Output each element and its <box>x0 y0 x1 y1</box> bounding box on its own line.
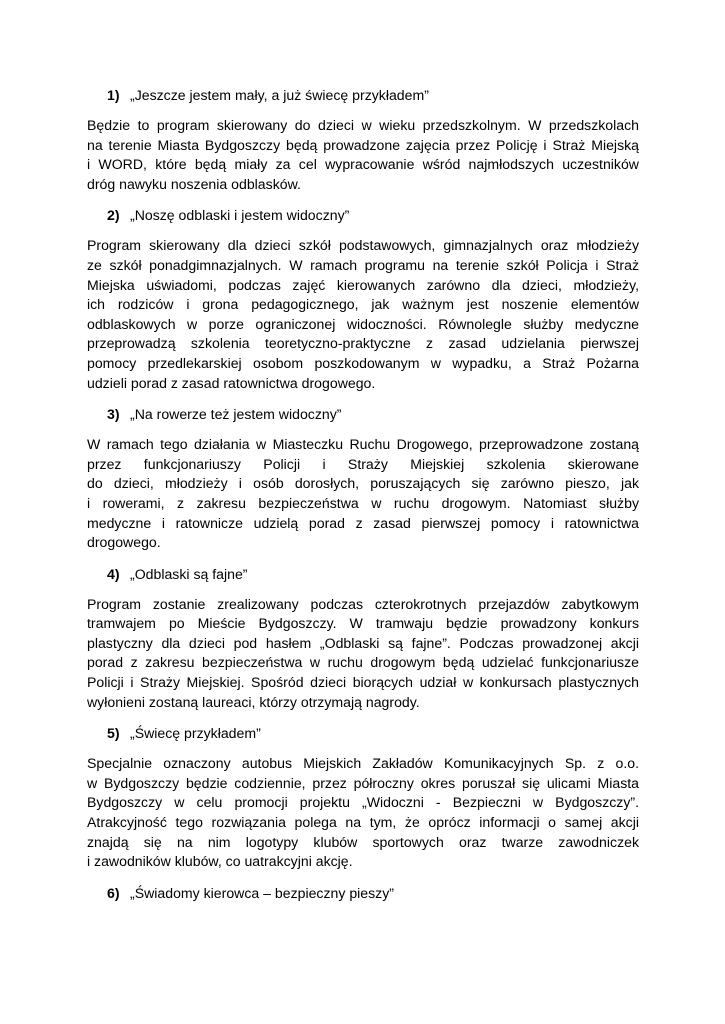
section-paragraph <box>87 236 639 393</box>
paragraph-line: do dzieci, młodzieży i osób dorosłych, poruszających się zarówno pieszo, jak <box>87 475 639 492</box>
paragraph-line: tramwajem po Mieście Bydgoszczy. W tramwaju będzie prowadzony konkurs <box>87 615 639 632</box>
paragraph-line: dróg nawyku noszenia odblasków. <box>87 175 301 192</box>
section-title: „Jeszcze jestem mały, a już świecę przykładem” <box>130 87 429 103</box>
section-heading <box>107 722 639 744</box>
section-paragraph <box>87 595 639 713</box>
paragraph-line: Policji i Straży Miejskiej. Spośród dzieci biorących udział w konkursach plastycznych <box>87 674 639 691</box>
section-title: „Na rowerze też jestem widoczny” <box>130 406 342 423</box>
paragraph-line: udzieli porad z zasad ratownictwa drogowego. <box>87 374 376 391</box>
section-paragraph <box>87 435 639 553</box>
paragraph-line: ich rodziców i grona pedagogicznego, jak ważnym jest noszenie elementów <box>87 296 639 313</box>
paragraph-line: Będzie to program skierowany do dzieci w wieku przedszkolnym. W przedszkolach <box>87 117 639 133</box>
paragraph-line: w Bydgoszczy będzie codziennie, przez półroczny okres poruszał się ulicami Miasta <box>87 774 639 791</box>
paragraph-line: Atrakcyjność tego rozwiązania polega na tym, że oprócz informacji o samej akcji <box>87 814 639 831</box>
paragraph-line: odblaskowych w porze ograniczonej widoczności. Równolegle służby medyczne <box>87 315 639 332</box>
section-paragraph <box>87 754 639 872</box>
section-heading <box>107 84 639 106</box>
paragraph-line: Bydgoszczy w celu promocji projektu „Widoczni - Bezpieczni w Bydgoszczy”. <box>87 794 639 811</box>
section-number: 2) <box>107 207 120 224</box>
paragraph-line: Specjalnie oznaczony autobus Miejskich Zakładów Komunikacyjnych Sp. z o.o. <box>87 755 639 772</box>
section-number: 6) <box>107 884 120 901</box>
section-number: 3) <box>107 406 120 423</box>
section-heading <box>107 563 639 585</box>
section-number: 4) <box>107 565 120 582</box>
section-paragraph <box>87 116 639 194</box>
paragraph-line: Program zostanie zrealizowany podczas czterokrotnych przejazdów zabytkowym <box>87 595 639 612</box>
section-number: 1) <box>107 87 120 103</box>
section-title: „Noszę odblaski i jestem widoczny” <box>130 207 350 224</box>
paragraph-line: wyłonieni zostaną laureaci, którzy otrzymają nagrody. <box>87 693 420 710</box>
paragraph-line: porad z zakresu bezpieczeństwa w ruchu drogowym będą udzielać funkcjonariusze <box>87 654 639 671</box>
section-title: „Świecę przykładem” <box>130 725 261 742</box>
section-heading <box>107 882 639 904</box>
section-title: „Świadomy kierowca – bezpieczny pieszy” <box>130 884 394 901</box>
paragraph-line: pomocy przedlekarskiej osobom poszkodowanym w wypadku, a Straż Pożarna <box>87 354 639 371</box>
paragraph-line: znajdą się na nim logotypy klubów sportowych oraz twarze zawodniczek <box>87 833 639 850</box>
paragraph-line: i zawodników klubów, co uatrakcyjni akcję. <box>87 853 353 870</box>
paragraph-line: Miejska uświadomi, podczas zajęć kierowanych zarówno dla dzieci, młodzieży, <box>87 276 639 293</box>
paragraph-line: ze szkół ponadgimnazjalnych. W ramach programu na terenie szkół Policja i Straż <box>87 256 639 273</box>
paragraph-line: przez funkcjonariuszy Policji i Straży Miejskiej szkolenia skierowane <box>87 455 639 472</box>
section-title: „Odblaski są fajne” <box>130 565 248 582</box>
paragraph-line: i rowerami, z zakresu bezpieczeństwa w ruchu drogowym. Natomiast służby <box>87 494 639 511</box>
paragraph-line: plastyczny dla dzieci pod hasłem „Odblaski są fajne”. Podczas prowadzonej akcji <box>87 634 639 651</box>
paragraph-line: przeprowadzą szkolenia teoretyczno-praktyczne z zasad udzielania pierwszej <box>87 335 639 352</box>
section-heading <box>107 204 639 226</box>
paragraph-line: Program skierowany dla dzieci szkół podstawowych, gimnazjalnych oraz młodzieży <box>87 237 639 254</box>
document-page <box>87 84 639 904</box>
paragraph-line: W ramach tego działania w Miasteczku Ruchu Drogowego, przeprowadzone zostaną <box>87 436 639 453</box>
paragraph-line: drogowego. <box>87 534 161 551</box>
section-number: 5) <box>107 725 120 742</box>
section-heading <box>107 403 639 425</box>
paragraph-line: i WORD, które będą miały za cel wypracowanie wśród najmłodszych uczestników <box>87 156 639 173</box>
paragraph-line: na terenie Miasta Bydgoszczy będą prowadzone zajęcia przez Policję i Straż Miejską <box>87 136 639 153</box>
paragraph-line: medyczne i ratownicze udzielą porad z zasad pierwszej pomocy i ratownictwa <box>87 514 639 531</box>
